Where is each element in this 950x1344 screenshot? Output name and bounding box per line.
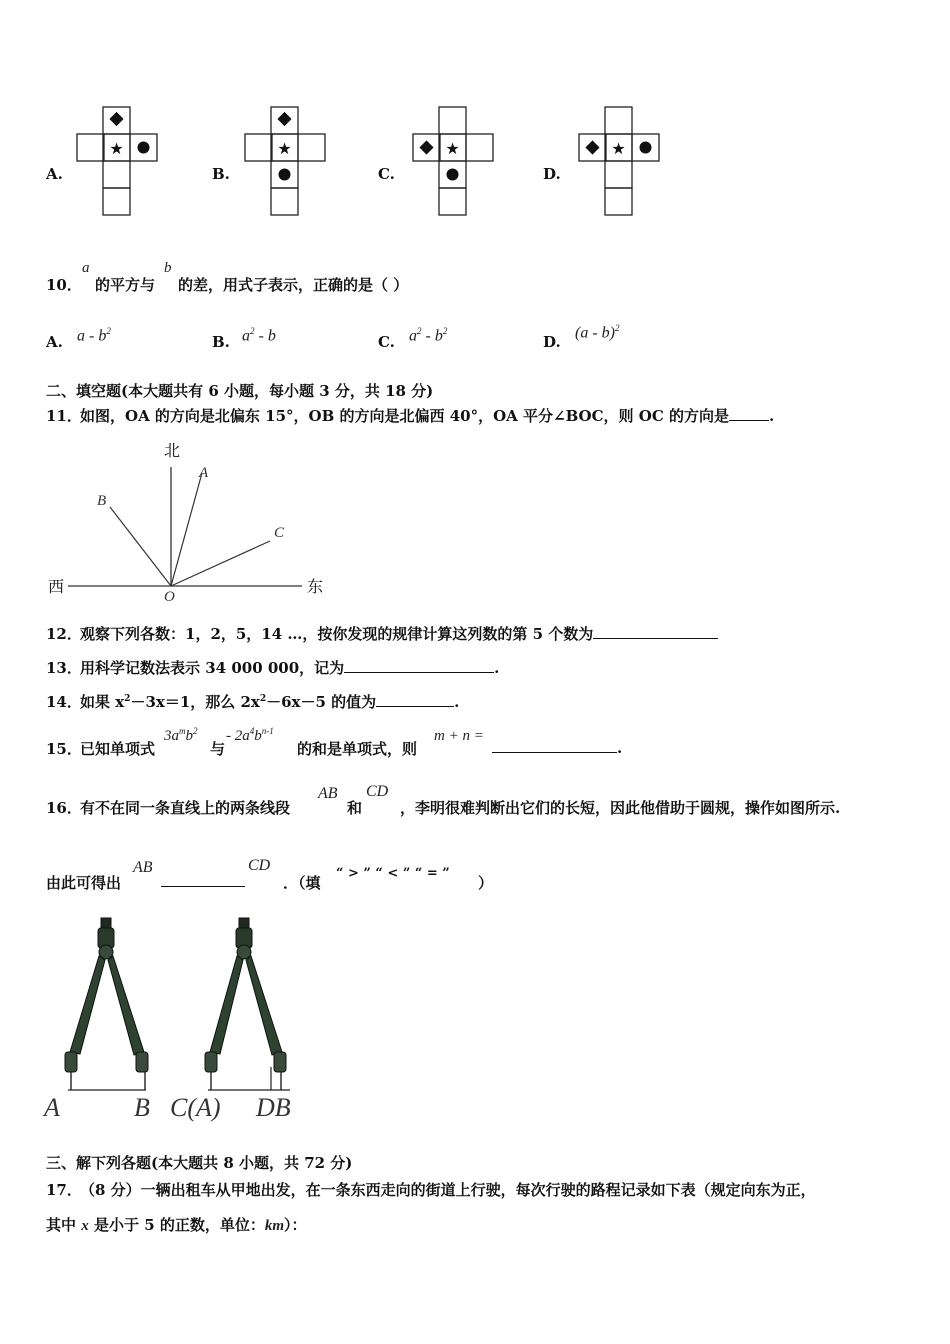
section-3-title: 三、解下列各题(本大题共 8 小题，共 72 分)	[46, 1154, 353, 1172]
q12-text: 观察下列各数：1，2，5，14 …，按你发现的规律计算这列数的第 5 个数为	[80, 623, 718, 644]
q16-text-1: 有不在同一条直线上的两条线段	[80, 799, 291, 817]
compass-right	[205, 918, 290, 1090]
q9-c-diamond	[419, 140, 433, 154]
q16-text-5: ）	[478, 874, 494, 892]
q9-net-a	[76, 106, 162, 218]
q11-point-o: O	[164, 589, 175, 605]
q12-answer-blank[interactable]	[593, 624, 718, 639]
q14-text: 如果 $x^2-3x=1$，那么 $2x^2-6x-5$ 的值为 .	[80, 693, 460, 711]
q14-number: 14．	[46, 693, 82, 711]
section-2-title: 二、填空题(本大题共有 6 小题，每小题 3 分，共 18 分)	[46, 382, 434, 400]
q9-b-dot	[279, 169, 291, 181]
q16-blank-wrap	[161, 872, 245, 891]
compass-label-ca: C(A)	[170, 1093, 221, 1122]
q17-text-2: 其中 x 是小于 5 的正数，单位：km）：	[46, 1216, 307, 1234]
q9-net-d	[578, 106, 664, 218]
q9-c-star: ★	[445, 139, 460, 158]
q15-answer-blank[interactable]	[492, 738, 617, 753]
q15-term-2: - $2a^4b^{n-1}$	[226, 726, 274, 744]
q9-d-dot	[640, 142, 652, 154]
q10-option-d: (a - b)$^2$	[575, 323, 620, 342]
q16-answer-blank[interactable]	[161, 872, 245, 887]
q9-b-star: ★	[277, 139, 292, 158]
q13-answer-blank[interactable]	[344, 658, 494, 673]
q10-option-c: $a^2 - b^2$	[409, 326, 448, 345]
compass-label-a: A	[44, 1093, 60, 1122]
q17-text-1: （8 分）一辆出租车从甲地出发，在一条东西走向的街道上行驶，每次行驶的路程记录如下表（规定向东为正，	[80, 1181, 816, 1199]
q11-point-a: A	[199, 465, 209, 481]
q10-option-b: $a^2$ - b	[242, 326, 276, 345]
q9-option-c-label: C.	[378, 165, 395, 183]
q13-text: 用科学记数法表示 34 000 000，记为 .	[80, 659, 500, 677]
q10-var-b: b	[164, 260, 172, 276]
q10-option-b-label: B.	[212, 333, 230, 351]
q16-number: 16．	[46, 799, 82, 817]
q9-net-b	[244, 106, 330, 218]
compass-label-b: B	[134, 1093, 150, 1122]
q10-text-2: 的差，用式子表示，正确的是（ ）	[178, 276, 409, 294]
q10-option-a: a - $b^2$	[77, 326, 111, 345]
q16-text-3: 由此可得出	[46, 874, 122, 892]
q9-b-diamond	[277, 112, 291, 126]
q15-expression: m + n =	[434, 728, 484, 744]
q16-text-2: ，李明很难判断出它们的长短，因此他借助于圆规，操作如图所示.	[400, 799, 841, 817]
q15-blank-line: .	[492, 738, 622, 757]
q10-option-a-label: A.	[46, 333, 63, 351]
q12-number: 12．	[46, 625, 82, 643]
q11-answer-blank[interactable]	[729, 406, 769, 421]
q15-text-3: 的和是单项式，则	[297, 740, 418, 758]
q10-var-a: a	[82, 260, 90, 276]
q16-compass-figure	[42, 912, 312, 1127]
q11-north-label: 北	[164, 441, 181, 460]
q11-text: 如图，OA 的方向是北偏东 15°，OB 的方向是北偏西 40°，OA 平分∠BOC，则 OC 的方向是 .	[80, 407, 775, 425]
compass-label-db: DB	[256, 1093, 291, 1122]
q16-ab-1: AB	[318, 785, 338, 802]
q11-west-label: 西	[48, 577, 65, 596]
q9-a-diamond	[109, 112, 123, 126]
q16-fill-options: “ > ” “ < ” “ = ”	[336, 866, 450, 881]
q10-option-c-label: C.	[378, 333, 395, 351]
q14-answer-blank[interactable]	[376, 692, 454, 707]
q11-point-c: C	[274, 525, 285, 541]
q9-a-dot	[138, 142, 150, 154]
q16-ab-2: AB	[133, 859, 153, 876]
q10-number: 10．	[46, 276, 82, 294]
q11-east-label: 东	[307, 577, 324, 596]
q15-text-2: 与	[210, 740, 226, 758]
q16-text-4: ．（填	[283, 874, 321, 892]
q9-d-star: ★	[611, 139, 626, 158]
q9-option-d-label: D.	[543, 165, 561, 183]
q11-number: 11．	[46, 407, 82, 425]
q11-point-b: B	[97, 493, 107, 509]
q10-text-1: 的平方与	[95, 276, 156, 294]
q16-cd-1: CD	[366, 783, 389, 800]
compass-left	[65, 918, 148, 1090]
q15-number: 15．	[46, 740, 82, 758]
q15-term-1: $3a^mb^2$	[164, 726, 198, 744]
q9-d-diamond	[585, 140, 599, 154]
q9-c-dot	[447, 169, 459, 181]
q10-option-d-label: D.	[543, 333, 561, 351]
q16-cd-2: CD	[248, 857, 271, 874]
q16-and: 和	[347, 799, 363, 817]
q11-figure	[40, 435, 340, 605]
q9-option-a-label: A.	[46, 165, 63, 183]
q9-option-b-label: B.	[212, 165, 230, 183]
q15-text-1: 已知单项式	[80, 740, 156, 758]
q9-a-star: ★	[109, 139, 124, 158]
q9-net-c	[412, 106, 498, 218]
q17-number: 17．	[46, 1181, 82, 1199]
q13-number: 13．	[46, 659, 82, 677]
